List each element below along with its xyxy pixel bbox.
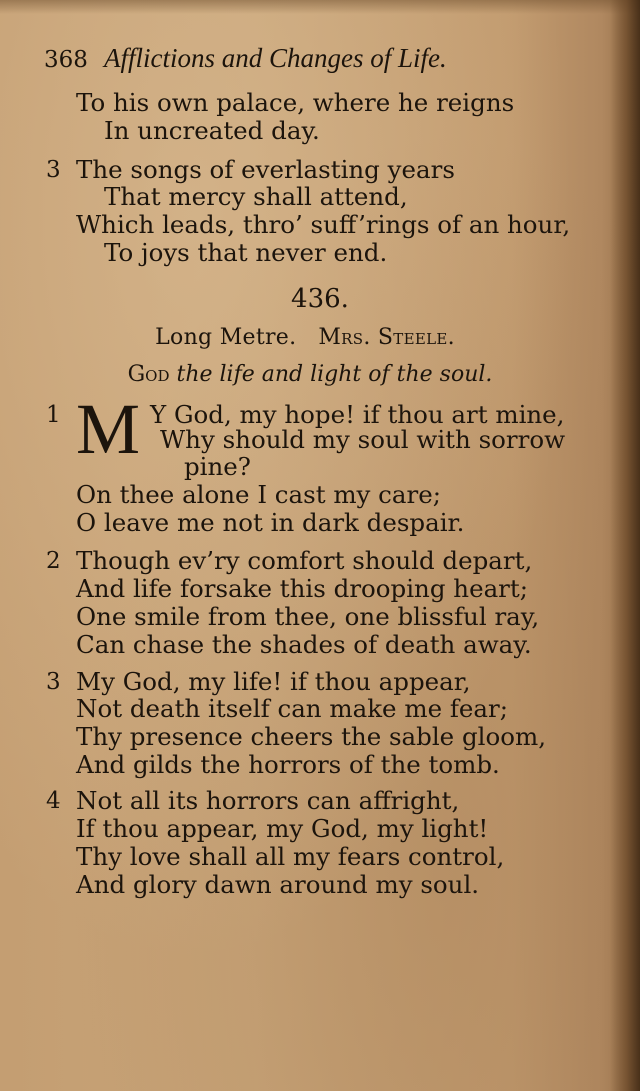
hymn-author: Mrs. Steele. — [318, 325, 455, 350]
verse-number: 1 — [46, 402, 61, 428]
running-title: Afflictions and Changes of Life. — [104, 43, 447, 73]
verse-line: Why should my soul with sorrow — [160, 425, 566, 454]
verse-line: Y God, my hope! if thou art mine, — [150, 400, 565, 429]
verse-line: And gilds the horrors of the tomb. — [76, 750, 500, 779]
verse-line: To joys that never end. — [104, 238, 388, 267]
verse-line: To his own palace, where he reigns — [76, 88, 515, 117]
verse-line: Which leads, thro’ suff’rings of an hour, — [76, 210, 571, 239]
verse-line: Not death itself can make me fear; — [76, 694, 508, 723]
verse-line: pine? — [184, 452, 251, 481]
verse-line: My God, my life! if thou appear, — [76, 667, 471, 696]
hymn-subtitle — [0, 359, 620, 391]
verse-line: On thee alone I cast my care; — [76, 480, 441, 509]
verse-number: 3 — [46, 157, 61, 183]
verse-line: And life forsake this drooping heart; — [76, 574, 528, 603]
page-binding-edge — [610, 0, 640, 1091]
verse-number: 2 — [46, 548, 61, 574]
drop-cap: M — [76, 389, 141, 469]
page-top-shadow — [0, 0, 640, 14]
meter-name: Long Metre. — [155, 325, 297, 350]
page-number: 368 — [44, 47, 88, 73]
verse-line: Can chase the shades of death away. — [76, 630, 532, 659]
verse-number: 4 — [46, 788, 61, 814]
verse-line: The songs of everlasting years — [76, 155, 455, 184]
verse-line: O leave me not in dark despair. — [76, 508, 465, 537]
verse-number: 3 — [46, 669, 61, 695]
verse-line: One smile from thee, one blissful ray, — [76, 602, 540, 631]
subtitle-text: the life and light of the soul. — [176, 362, 493, 387]
verse-line: Though ev’ry comfort should depart, — [76, 546, 533, 575]
verse-line: If thou appear, my God, my light! — [76, 814, 489, 843]
verse-line: Not all its horrors can affright, — [76, 786, 460, 815]
verse-line: In uncreated day. — [104, 116, 320, 145]
running-head — [44, 38, 504, 78]
subtitle-god: God — [127, 362, 170, 387]
hymn-number: 436. — [291, 284, 349, 314]
verse-line: And glory dawn around my soul. — [76, 870, 480, 899]
verse-line: Thy presence cheers the sable gloom, — [76, 722, 547, 751]
hymn-meter — [0, 322, 610, 354]
verse-line: That mercy shall attend, — [104, 182, 408, 211]
verse-line: Thy love shall all my fears control, — [76, 842, 505, 871]
